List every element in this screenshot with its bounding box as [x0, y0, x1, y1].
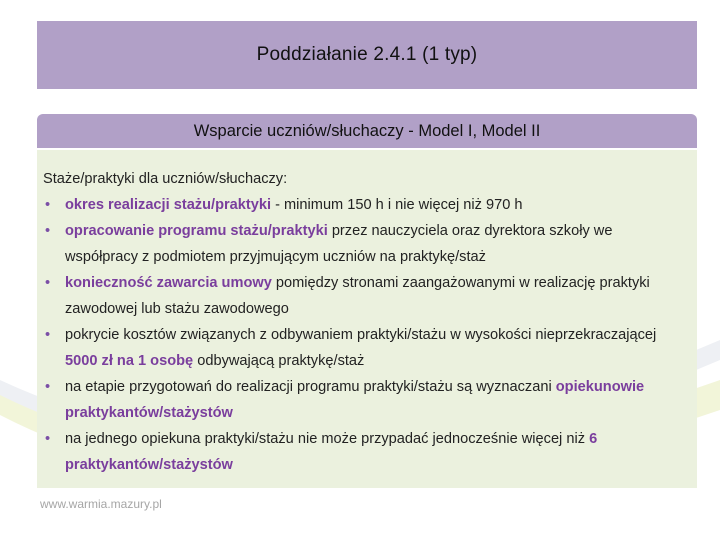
highlighted-text: opracowanie programu stażu/praktyki [65, 223, 328, 239]
bullet-text: odbywającą praktykę/staż [193, 353, 365, 369]
title-banner [37, 21, 697, 89]
bullet-marker: • [45, 431, 51, 447]
bullet-item [43, 374, 689, 426]
bullet-item [43, 322, 689, 374]
bullet-marker: • [45, 197, 51, 213]
bullet-marker: • [45, 275, 51, 291]
bullet-text: pomiędzy stronami zaangażowanymi w realizację praktyki zawodowej lub stażu zawodowego [65, 275, 650, 317]
page-title: Poddziałanie 2.4.1 (1 typ) [256, 44, 478, 65]
content-panel [37, 150, 697, 488]
highlighted-text: konieczność zawarcia umowy [65, 275, 272, 291]
bullet-marker: • [45, 327, 51, 343]
bullet-list [43, 192, 689, 478]
footer-url: www.warmia.mazury.pl [40, 497, 162, 511]
section-subtitle: Wsparcie uczniów/słuchaczy - Model I, Model II [193, 121, 541, 140]
bullet-item [43, 218, 689, 270]
bullet-text: - minimum 150 h i nie więcej niż 970 h [275, 197, 523, 213]
bullet-text: pokrycie kosztów związanych z odbywaniem praktyki/stażu w wysokości nieprzekraczającej [65, 327, 657, 343]
bullet-item [43, 192, 689, 218]
highlighted-text: okres realizacji stażu/praktyki [65, 197, 276, 213]
bullet-item [43, 426, 689, 478]
bullet-item [43, 270, 689, 322]
highlighted-text: 5000 zł na 1 osobę [65, 353, 194, 369]
highlighted-text: 6 praktykantów/stażystów [65, 431, 598, 473]
bullet-marker: • [45, 379, 51, 395]
bullet-text: na jednego opiekuna praktyki/stażu nie może przypadać jednocześnie więcej niż [65, 431, 590, 447]
bullet-marker: • [45, 223, 51, 239]
intro-heading: Staże/praktyki dla uczniów/słuchaczy: [43, 171, 288, 187]
subtitle-banner [37, 114, 697, 148]
bullet-text: przez nauczyciela oraz dyrektora szkoły we współpracy z podmiotem przyjmującym uczniów na praktykę/staż [65, 223, 613, 265]
bullet-text: na etapie przygotowań do realizacji programu praktyki/stażu są wyznaczani [65, 379, 556, 395]
highlighted-text: opiekunowie praktykantów/stażystów [65, 379, 645, 421]
